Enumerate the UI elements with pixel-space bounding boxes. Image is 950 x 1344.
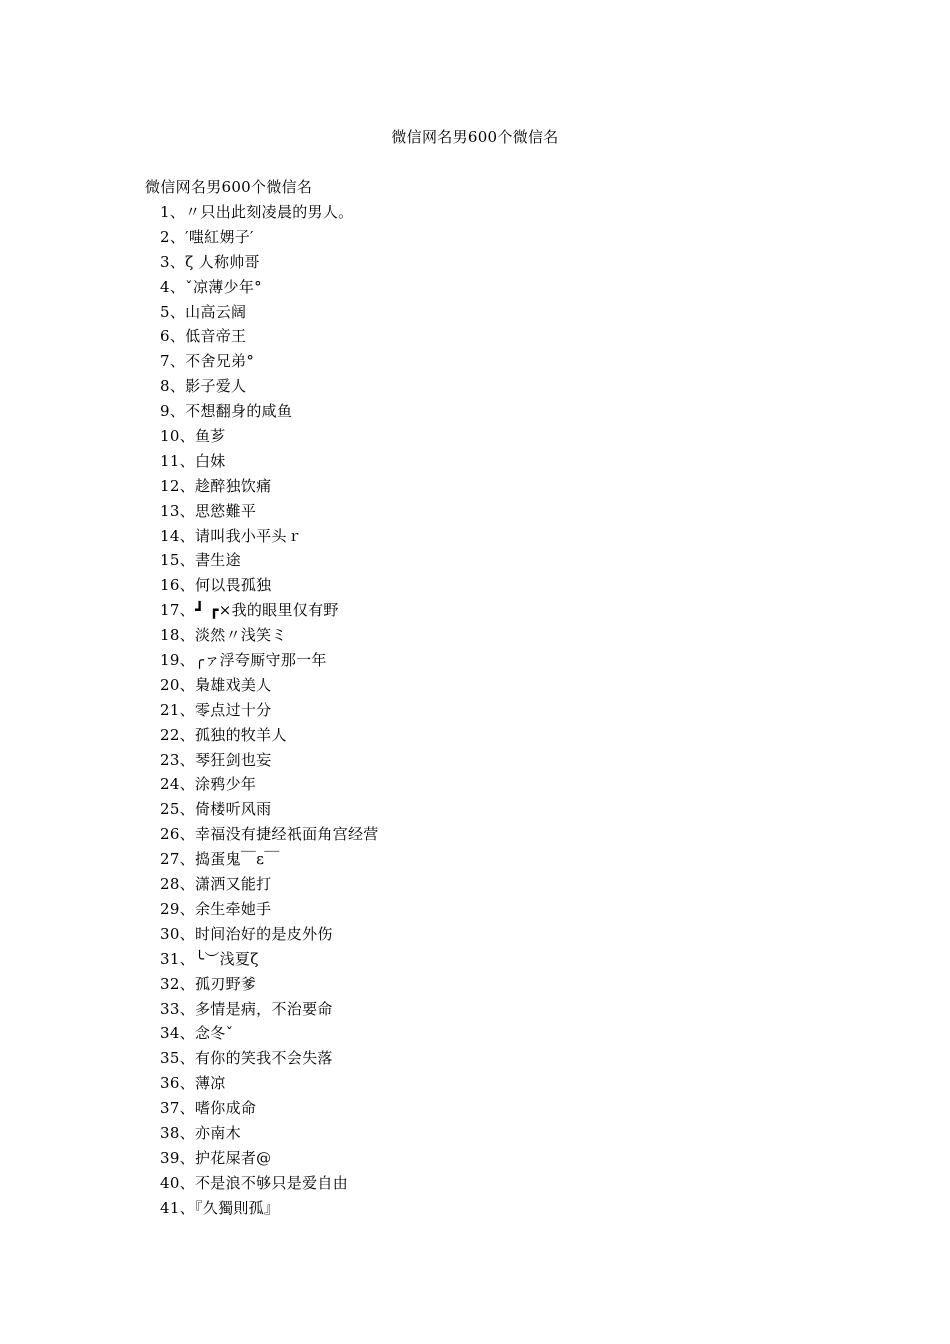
list-item: 22、孤独的牧羊人 <box>160 725 287 744</box>
list-item: 5、山高云阔 <box>160 302 247 321</box>
list-item: 11、白妹 <box>160 451 226 470</box>
list-item: 25、倚楼听风雨 <box>160 800 272 819</box>
list-item: 16、何以畏孤独 <box>160 576 272 595</box>
list-item: 37、嗜你成命 <box>160 1099 257 1118</box>
list-item: 12、趁醉独饮痛 <box>160 476 272 495</box>
list-item: 26、幸福没有捷经祇面角宫经营 <box>160 825 379 844</box>
list-item: 28、潇洒又能打 <box>160 875 272 894</box>
list-item: 6、低音帝王 <box>160 327 247 346</box>
list-item: 9、不想翻身的咸鱼 <box>160 402 293 421</box>
list-item: 10、鱼芗 <box>160 427 226 446</box>
list-item: 40、不是浪不够只是爱自由 <box>160 1173 348 1192</box>
list-item: 17、┛ ┏×我的眼里仅有野 <box>160 601 339 620</box>
list-item: 1、〃只出此刻凌晨的男人。 <box>160 203 354 221</box>
list-item: 31、╰︶浅夏ζ <box>160 949 259 968</box>
list-item: 13、思慾難平 <box>160 501 257 520</box>
list-item: 27、捣蛋鬼￣ε￣ <box>160 850 280 869</box>
section-heading: 微信网名男600个微信名 <box>145 178 313 196</box>
list-item: 18、淡然〃浅笑ミ <box>160 626 287 645</box>
list-item: 38、亦南木 <box>160 1123 241 1142</box>
list-item: 15、書生途 <box>160 551 241 570</box>
name-list <box>160 202 379 1223</box>
list-item: 2、′嗤紅娚子′ <box>160 227 254 246</box>
list-item: 7、不舍兄弟° <box>160 352 255 371</box>
list-item: 21、零点过十分 <box>160 700 272 719</box>
list-item: 39、护花屎者@ <box>160 1148 272 1167</box>
list-item: 24、涂鸦少年 <box>160 775 257 794</box>
list-item: 4、ˇ凉薄少年° <box>160 277 262 296</box>
list-item: 41、『久獨則孤』 <box>160 1198 280 1217</box>
list-item: 33、多情是病，不治要命 <box>160 999 333 1018</box>
list-item: 23、琴狂剑也妄 <box>160 750 272 769</box>
list-item: 20、梟雄戏美人 <box>160 675 272 694</box>
list-item: 34、念冬ˇ <box>160 1024 234 1043</box>
list-item: 29、余生牵她手 <box>160 899 272 918</box>
list-item: 14、请叫我小平头ｒ <box>160 526 303 545</box>
list-item: 19、╭ァ浮夸厮守那一年 <box>160 651 327 670</box>
list-item: 35、有你的笑我不会失落 <box>160 1049 333 1068</box>
list-item: 30、时间治好的是皮外伤 <box>160 924 333 943</box>
list-item: 36、薄凉 <box>160 1074 226 1093</box>
list-item: 32、孤刃野爹 <box>160 974 257 993</box>
document-title: 微信网名男600个微信名 <box>391 128 559 146</box>
list-item: 3、ζ 人称帅哥 <box>160 252 260 271</box>
list-item: 8、影子爱人 <box>160 377 247 396</box>
